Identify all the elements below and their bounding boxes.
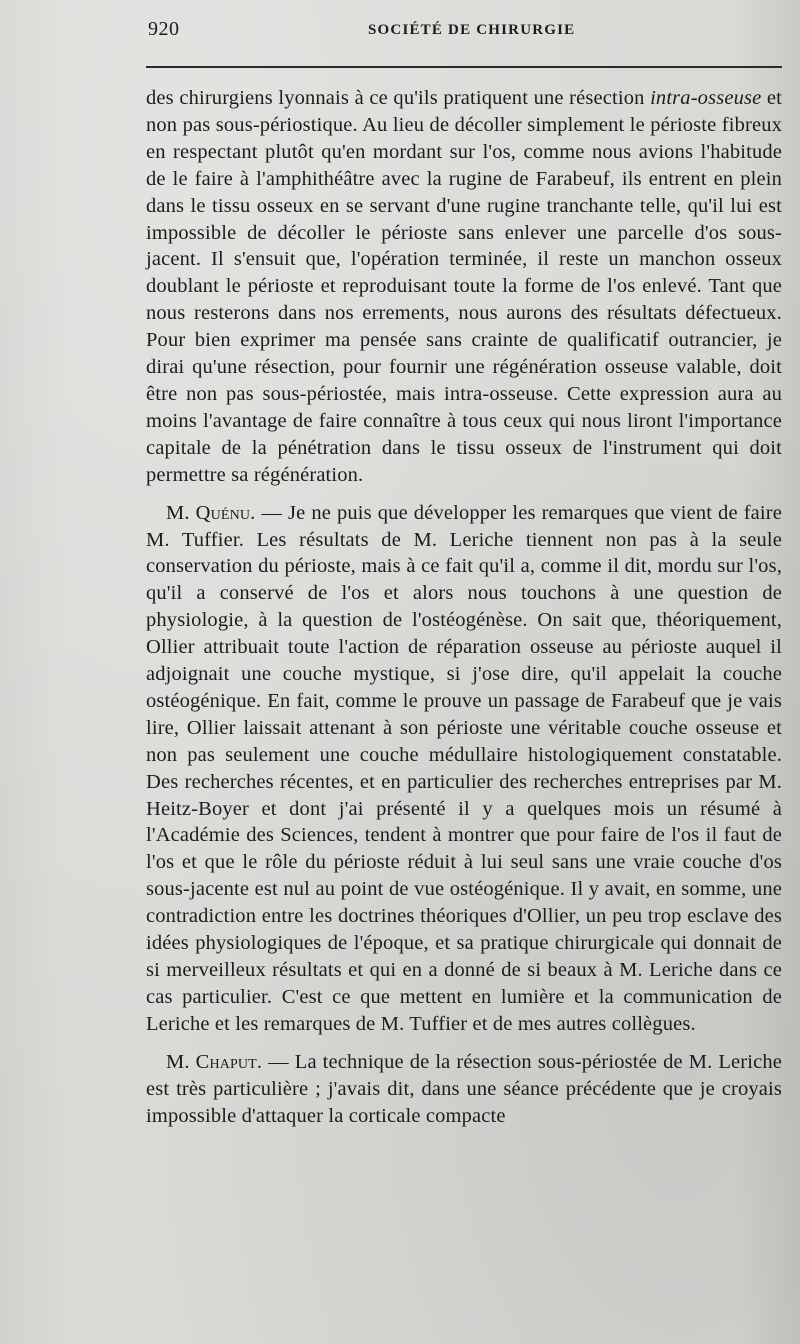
speaker-name: Quénu <box>195 501 251 524</box>
italic-term: intra-osseuse <box>650 87 762 109</box>
paragraph-text: . — La technique de la résection sous-périostée de M. Leriche est très particulière ; j'avais dit, dans une séance précédente que je croyais impossible d'attaquer la corticale compacte <box>146 1050 782 1127</box>
speaker-name: Chaput <box>195 1050 257 1073</box>
speaker-prefix: M. <box>166 501 196 524</box>
paragraph-text: . — Je ne puis que développer les remarques que vient de faire M. Tuffier. Les résultats de M. Leriche tiennent non pas à la seule conservation du périoste, mais à ce fait qu'il a, comme il dit, mordu sur l'os, qu'il a conservé de l'os et alors nous touchons à une question de physiologie, à la question de l'ostéogénèse. On sait que, théoriquement, Ollier attribuait toute l'action de réparation osseuse au périoste auquel il adjoignait une couche mystique, si j'ose dire, qu'il appelait la couche ostéogénique. En fait, comme le prouve un passage de Farabeuf que je vais lire, Ollier laissait attenant à son périoste une véritable couche osseuse et non pas seulement une couche médullaire histologiquement constatable. Des recherches récentes, et en particulier des recherches entreprises par M. Heitz-Boyer et dont j'ai présenté il y a quelques mois un résumé à l'Académie des Sciences, tendent à montrer que pour faire de l'os il faut de l'os et que le rôle du périoste réduit à lui seul sans une vraie couche d'os sous-jacente est nul au point de vue ostéogénique. Il y avait, en somme, une contradiction entre les doctrines théoriques d'Ollier, un peu trop esclave des idées physiologiques de l'époque, et sa pratique chirurgicale qui donnait de si merveilleux résultats et qui en a donné de si beaux à M. Leriche dans ce cas particulier. C'est ce que mettent en lumière et la communication de Leriche et les remarques de M. Tuffier et de mes autres collègues. <box>146 501 782 1035</box>
paragraph-text: et non pas sous-périostique. Au lieu de décoller simplement le périoste fibreux en respectant plutôt qu'en mordant sur l'os, comme nous avions l'habitude de le faire à l'amphithéâtre avec la rugine de Farabeuf, ils entrent en plein dans le tissu osseux en se servant d'une rugine tranchante telle, qu'il lui est impossible de décoller le périoste sans enlever une parcelle d'os sous-jacent. Il s'ensuit que, l'opération terminée, il reste un manchon osseux doublant le périoste et reproduisant toute la forme de l'os enlevé. Tant que nous resterons dans nos errements, nous aurons des résultats défectueux. Pour bien exprimer ma pensée sans crainte de qualificatif outrancier, je dirai qu'une résection, pour fournir une régénération osseuse valable, doit être non pas sous-périostée, mais intra-osseuse. Cette expression aura au moins l'avantage de faire connaître à tous ceux qui nous liront l'importance capitale de la pénétration dans le tissu osseux de l'instrument qui doit permettre sa régénération. <box>146 87 782 486</box>
paragraph-chaput <box>146 1049 782 1130</box>
speaker-prefix: M. <box>166 1050 196 1073</box>
page-header <box>146 18 782 44</box>
paragraph-lead-text: des chirurgiens lyonnais à ce qu'ils pratiquent une résection <box>146 87 651 109</box>
page-number: 920 <box>148 18 180 40</box>
paragraph-continuation <box>146 85 782 489</box>
running-title: SOCIÉTÉ DE CHIRURGIE <box>368 22 576 38</box>
paragraph-quenu <box>146 500 782 1038</box>
header-rule <box>146 66 782 68</box>
body-text <box>146 85 782 1129</box>
